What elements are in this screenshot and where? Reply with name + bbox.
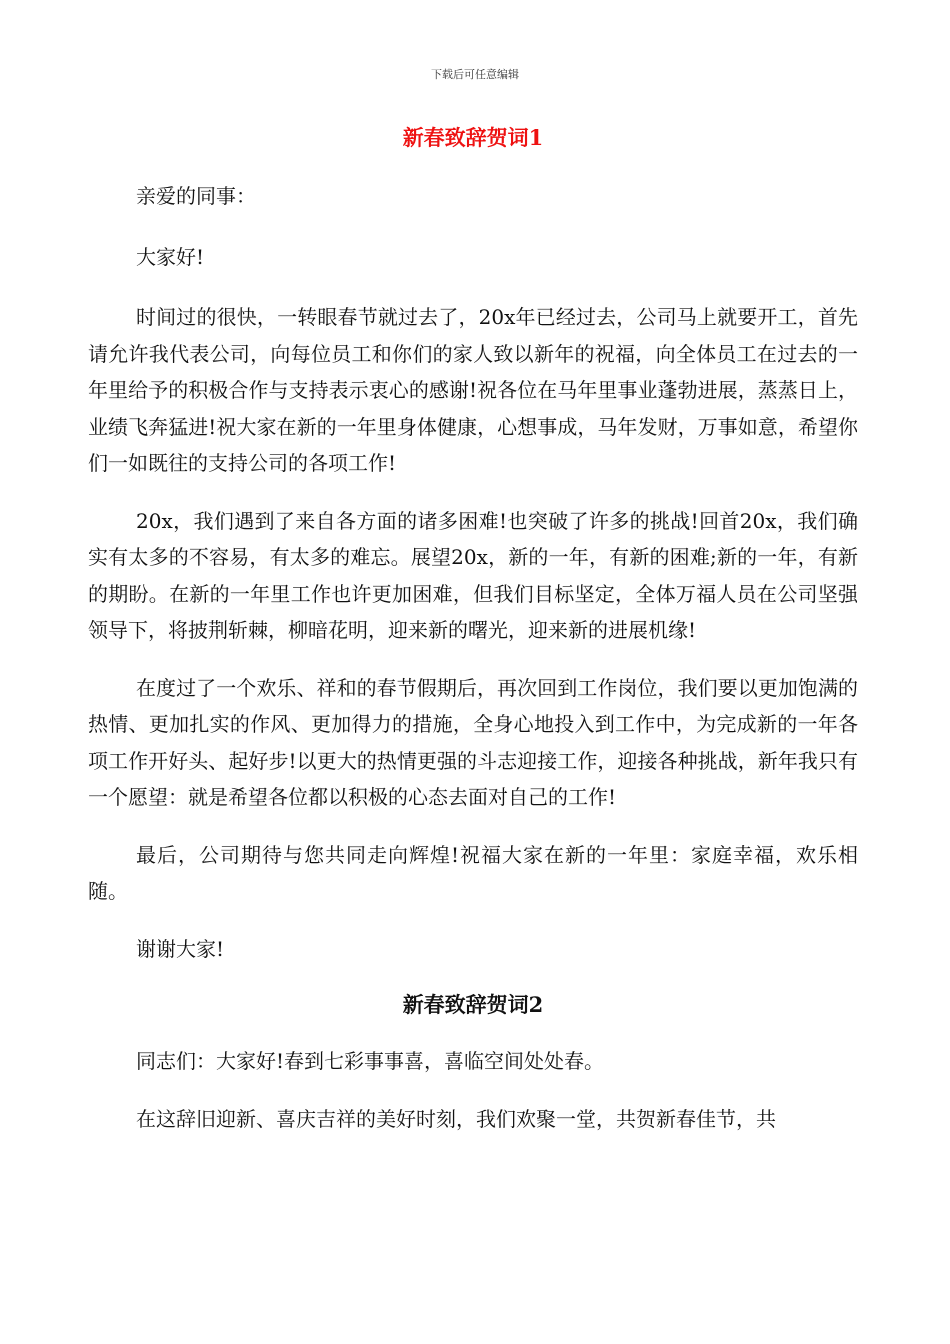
paragraph-2: 20x，我们遇到了来自各方面的诸多困难!也突破了许多的挑战!回首20x，我们确实有太多的不容易，有太多的难忘。展望20x，新的一年，有新的困难;新的一年，有新的期盼。在新的一年里工作也许更加困难，但我们目标坚定，全体万福人员在公司坚强领导下，将披荆斩棘，柳暗花明，迎来新的曙光，迎来新的进展机缘! <box>88 508 858 642</box>
thanks-paragraph: 谢谢大家! <box>136 936 225 961</box>
paragraph-6: 在这辞旧迎新、喜庆吉祥的美好时刻，我们欢聚一堂，共贺新春佳节，共 <box>136 1106 776 1131</box>
paragraph-3: 在度过了一个欢乐、祥和的春节假期后，再次回到工作岗位，我们要以更加饱满的热情、更加扎实的作风、更加得力的措施，全身心地投入到工作中，为完成新的一年各项工作开好头、起好步!以更大的热情更强的斗志迎接工作，迎接各种挑战，新年我只有一个愿望：就是希望各位都以积极的心态去面对自己的工作! <box>88 675 858 809</box>
paragraph-1: 时间过的很快，一转眼春节就过去了，20x年已经过去，公司马上就要开工，首先请允许我代表公司，向每位员工和你们的家人致以新年的祝福，向全体员工在过去的一年里给予的积极合作与支持表示衷心的感谢!祝各位在马年里事业蓬勃进展，蒸蒸日上，业绩飞奔猛进!祝大家在新的一年里身体健康，心想事成，马年发财，万事如意，希望你们一如既往的支持公司的各项工作! <box>88 305 858 475</box>
document-body <box>88 120 858 1137</box>
hello-paragraph: 大家好! <box>136 244 205 269</box>
paragraph-5: 同志们：大家好!春到七彩事事喜，喜临空间处处春。 <box>136 1049 605 1073</box>
section-title-1: 新春致辞贺词1 <box>402 125 544 150</box>
paragraph-4: 最后，公司期待与您共同走向辉煌!祝福大家在新的一年里：家庭幸福，欢乐相随。 <box>88 842 858 903</box>
greeting-paragraph: 亲爱的同事： <box>136 184 256 208</box>
header-note: 下载后可任意编辑 <box>431 68 519 81</box>
section-title-2: 新春致辞贺词2 <box>402 992 544 1017</box>
